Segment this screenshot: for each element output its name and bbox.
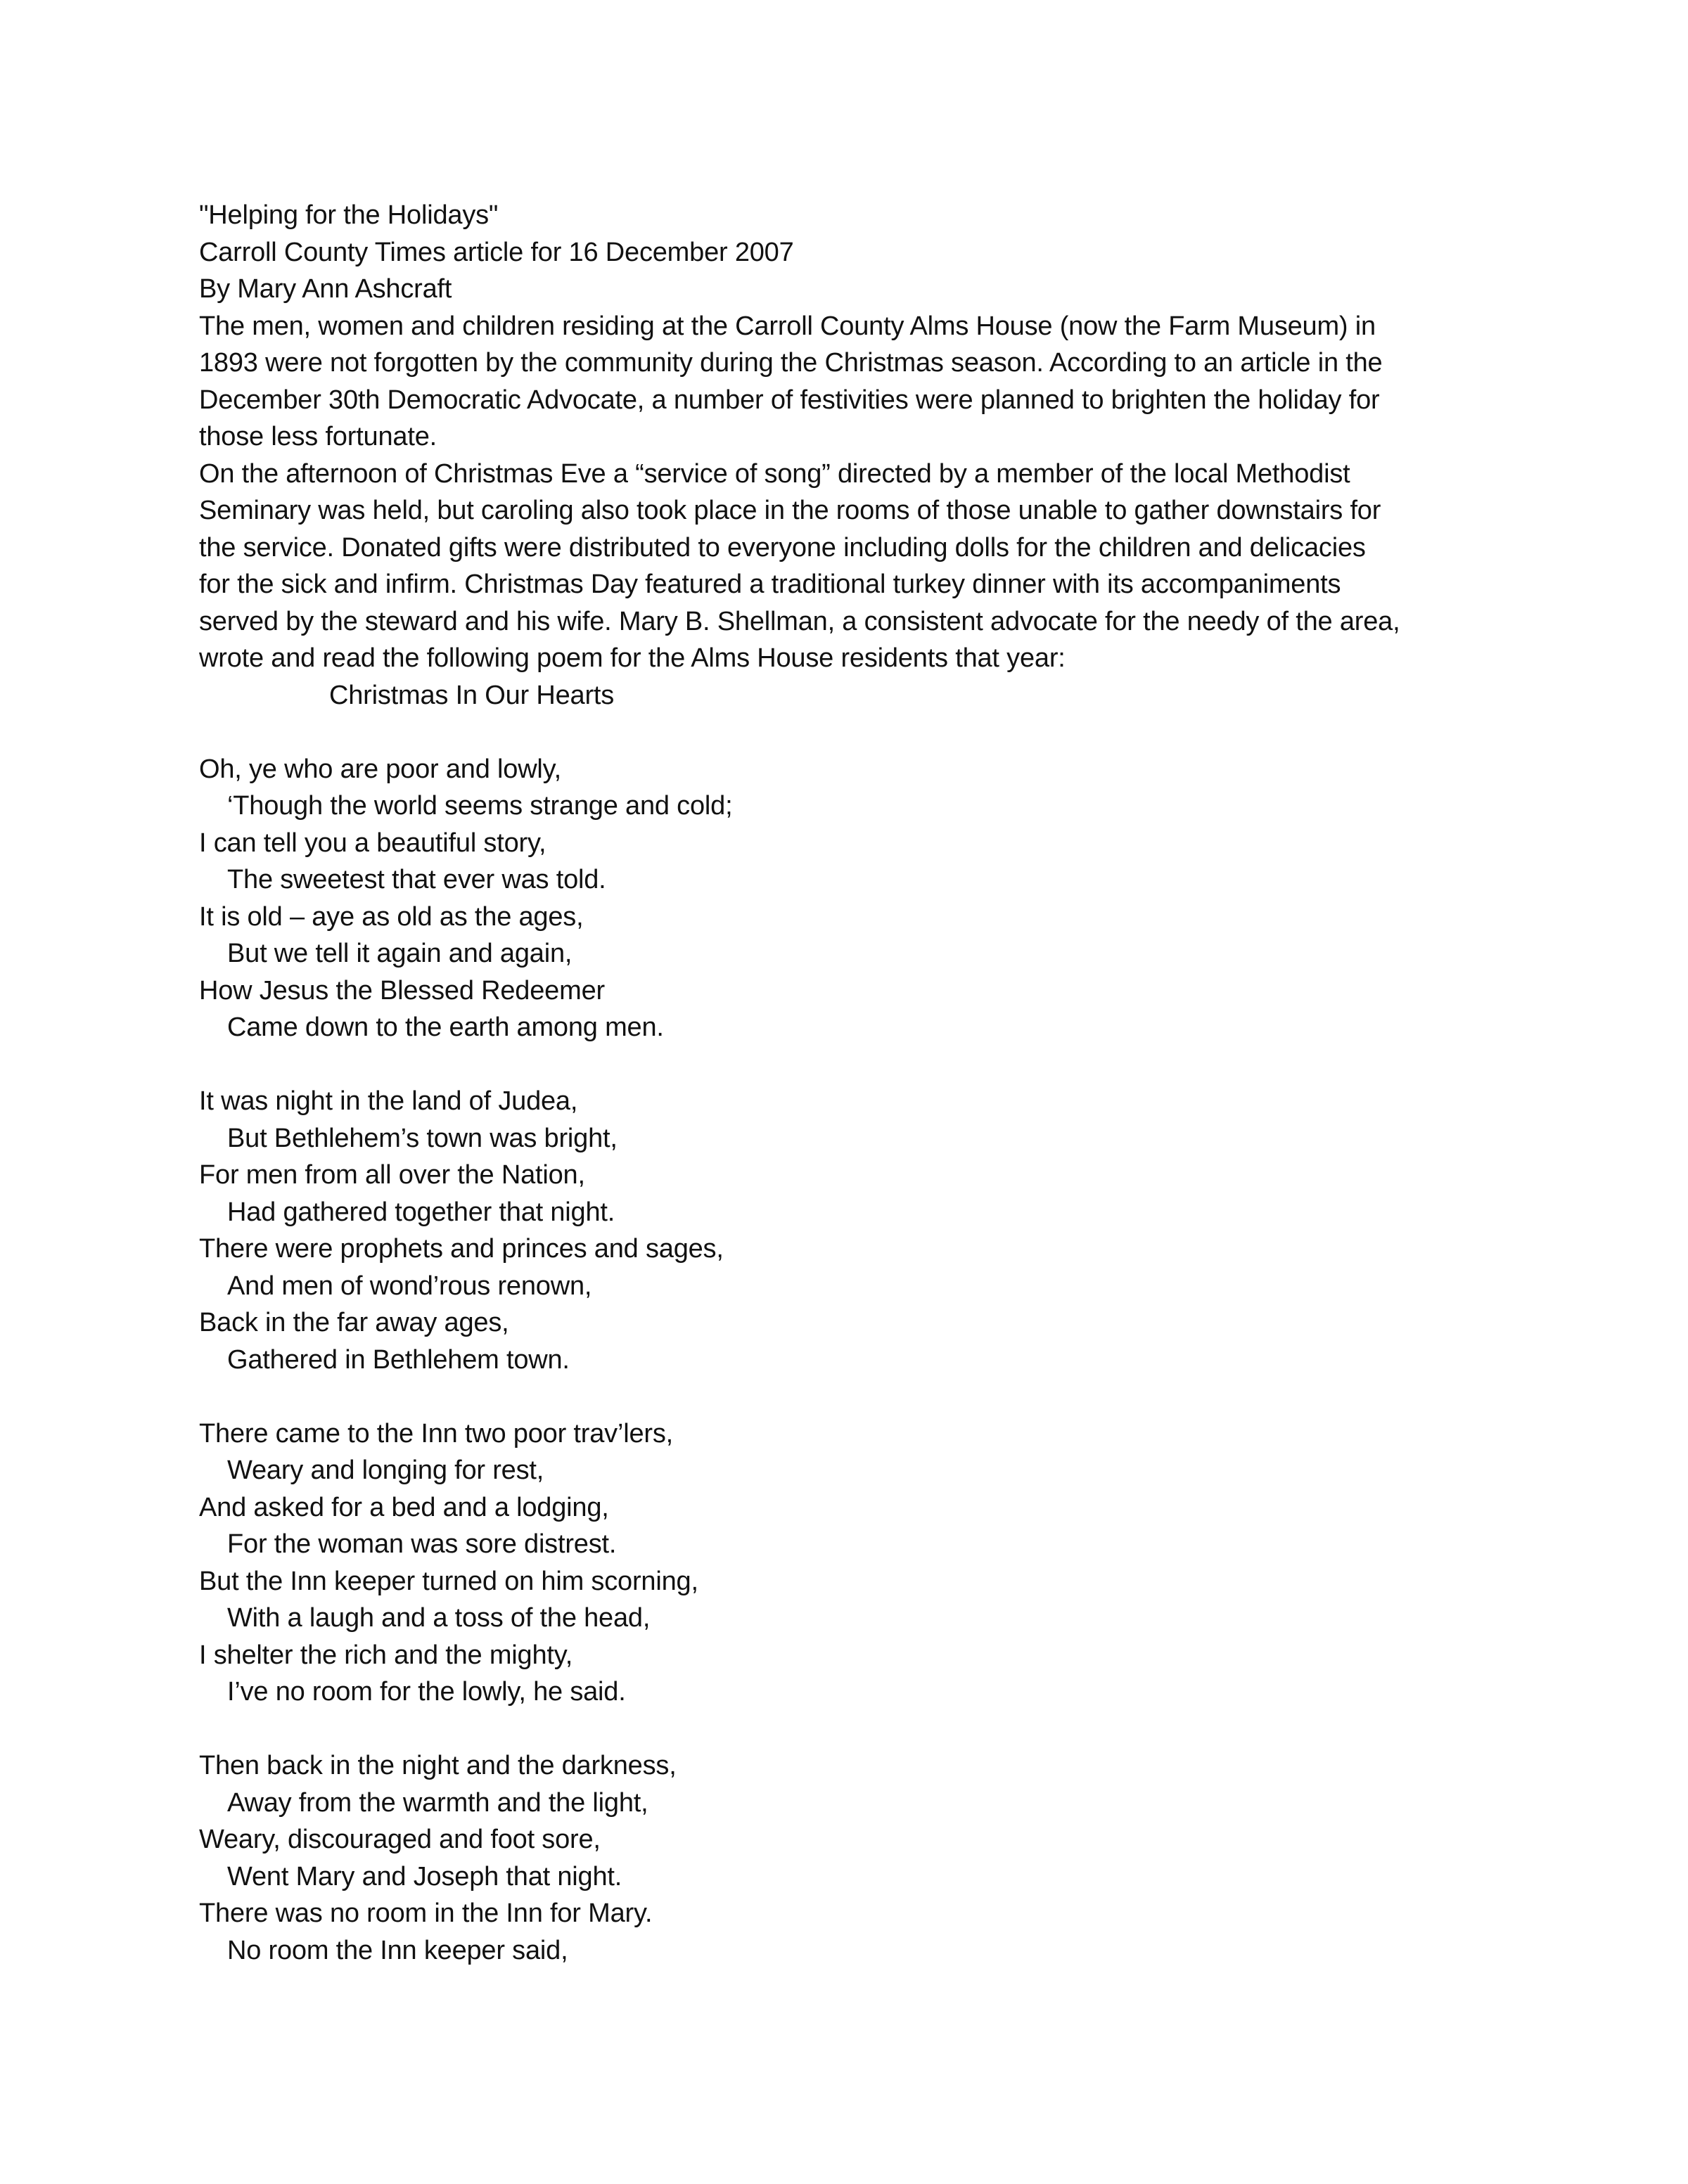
poem-line: There came to the Inn two poor trav’lers, [199, 1418, 674, 1448]
poem-line: For men from all over the Nation, [199, 1160, 585, 1190]
poem-title: Christmas In Our Hearts [329, 680, 615, 710]
poem-stanza-3 [199, 1415, 1493, 1711]
poem-line: How Jesus the Blessed Redeemer [199, 975, 605, 1006]
paragraph-line: wrote and read the following poem for the Alms House residents that year: [199, 643, 1066, 673]
poem-stanza-1 [199, 751, 1493, 1046]
poem-line-indented: With a laugh and a toss of the head, [227, 1603, 651, 1633]
poem-line: There were prophets and princes and sages, [199, 1234, 724, 1264]
poem-line: There was no room in the Inn for Mary. [199, 1899, 653, 1928]
paragraph-line: those less fortunate. [199, 422, 437, 451]
poem-line-indented: Away from the warmth and the light, [227, 1787, 648, 1818]
poem-line-indented: Went Mary and Joseph that night. [227, 1861, 622, 1891]
poem-line: Weary, discouraged and foot sore, [199, 1825, 601, 1854]
poem-line: It was night in the land of Judea, [199, 1086, 578, 1116]
paragraph-line: for the sick and infirm. Christmas Day featured a traditional turkey dinner with its accompaniments [199, 570, 1341, 599]
paragraph-line: served by the steward and his wife. Mary B. Shellman, a consistent advocate for the needy of the area, [199, 606, 1400, 636]
paragraph-line: The men, women and children residing at the Carroll County Alms House (now the Farm Museum) in [199, 311, 1376, 341]
poem-line: Oh, ye who are poor and lowly, [199, 754, 562, 784]
poem-line: But the Inn keeper turned on him scorning, [199, 1566, 698, 1596]
poem-line-indented: Weary and longing for rest, [227, 1456, 544, 1485]
poem-line-indented: For the woman was sore distrest. [227, 1529, 617, 1559]
poem-line-indented: I’ve no room for the lowly, he said. [227, 1677, 626, 1707]
paragraph-line: December 30th Democratic Advocate, a number of festivities were planned to brighten the holiday for [199, 385, 1380, 415]
poem-line-indented: Came down to the earth among men. [227, 1013, 664, 1042]
poem-stanza-2 [199, 1083, 1493, 1378]
poem-line-indented: But Bethlehem’s town was bright, [227, 1123, 618, 1153]
paragraph-line: On the afternoon of Christmas Eve a “service of song” directed by a member of the local Methodist [199, 458, 1350, 489]
article-content [199, 197, 1493, 1969]
poem-line-indented: But we tell it again and again, [227, 939, 573, 968]
poem-stanza-4 [199, 1747, 1493, 1969]
poem-line-indented: No room the Inn keeper said, [227, 1935, 568, 1965]
article-byline: By Mary Ann Ashcraft [199, 274, 452, 304]
poem-line-indented: And men of wond’rous renown, [227, 1271, 592, 1301]
poem-line-indented: ‘Though the world seems strange and cold; [227, 791, 733, 821]
poem-line: It is old – aye as old as the ages, [199, 901, 584, 932]
poem-line: I can tell you a beautiful story, [199, 828, 546, 858]
paragraph-line: Seminary was held, but caroling also took place in the rooms of those unable to gather downstairs for [199, 496, 1381, 525]
poem-line: Back in the far away ages, [199, 1308, 509, 1337]
poem-line: And asked for a bed and a lodging, [199, 1492, 609, 1522]
paragraph-line: the service. Donated gifts were distributed to everyone including dolls for the children and delicacies [199, 532, 1366, 563]
article-source: Carroll County Times article for 16 December 2007 [199, 237, 794, 267]
paragraph-line: 1893 were not forgotten by the community during the Christmas season. According to an article in the [199, 348, 1383, 378]
poem-line-indented: Gathered in Bethlehem town. [227, 1344, 570, 1375]
poem-line-indented: The sweetest that ever was told. [227, 865, 606, 894]
poem-line: Then back in the night and the darkness, [199, 1751, 677, 1780]
poem-line-indented: Had gathered together that night. [227, 1197, 615, 1227]
christmas-eve-paragraph [199, 456, 1493, 677]
poem-line: I shelter the rich and the mighty, [199, 1640, 573, 1670]
article-title: "Helping for the Holidays" [199, 200, 499, 230]
intro-paragraph [199, 308, 1493, 456]
